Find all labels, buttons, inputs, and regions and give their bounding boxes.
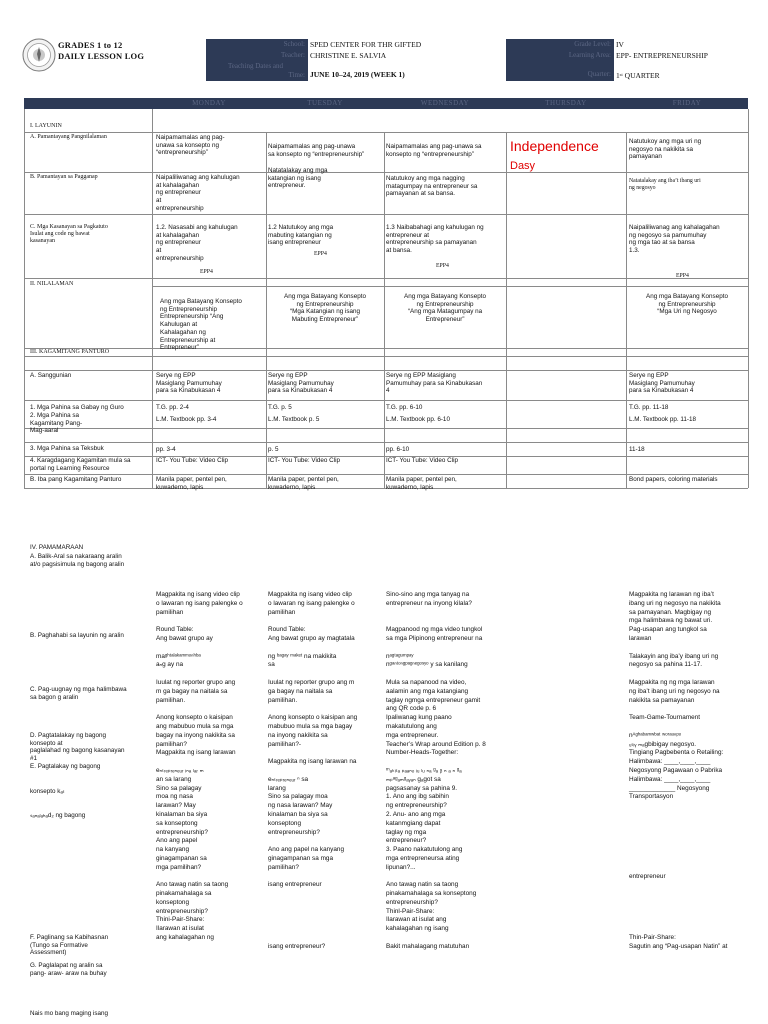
friday-kasanayan: Naipaliliwanag ang kahalagahan ng negosyo sa pamumuhay ng mga tao at sa bansa 1.3. (629, 224, 720, 255)
logo-title (58, 40, 144, 62)
day-tuesday: TUESDAY (307, 99, 343, 107)
label-pamantayan-pagganap: B. Pamantayan sa Pagganap (30, 174, 98, 180)
friday-pamantayang-pangnilalaman: Natutukoy ang mga uri ng negosyo na nakikita sa pamayanan (629, 138, 702, 161)
monday-kasanayan: 1.2. Nasasabi ang kahulugan at kahalagahan ng entrepreneur at entrepreneurship (156, 224, 238, 262)
dates-value: JUNE 10–24, 2019 (WEEK 1) (308, 61, 506, 81)
tuesday-gabay-guro: T.G. p. 5 (268, 404, 292, 411)
thursday-independence: Independence (510, 138, 599, 154)
wednesday-code: EPP4 (436, 263, 449, 269)
tuesday-kasanayan: 1.2 Natutukoy ang mga mabuting katangian ng isang entrepreneur (268, 224, 334, 247)
day-friday: FRIDAY (672, 99, 702, 107)
label-gabay-guro: 1. Mga Pahina sa Gabay ng Guro (30, 404, 124, 411)
friday-pamamaraan: Magpakita ng larawan ng iba’t ibang uri ng negosyo na nakikita sa pamayanan. Magbigay ng mga halimbawa ng bawat uri. Pag-usapan ang tungkol sa larawan Talakayin ang iba’y ibang uri ng negosyo sa pahina 11-17. Magpakita ng ng mga larawan ng iba’t ibang uri ng negosyo na nakikita sa pamayanan Team-Game-Tournament nᴬᵍʰᵃᵇᵃᵐʷᵇᵃᵗ ʷᵒʳᵃᵘⁿᵖᵒ ᵤₜᵢᵧ ₘₐgbibigay negosyo. Tingiang Pagbebenta o Retailing: Halimbawa: ____,____,____ Negosyong Pagawaan o Pabrika Halimbawa: ____,____,____ _____________ Negosyong Transportasyon entrepreneur Thin-Pair-Share: Sagutin ang “Pag-usapan Natin” at (629, 591, 728, 950)
deped-seal-icon (22, 38, 56, 72)
tuesday-pamantayang-pangnilalaman: Naipamamalas ang pag-unawa sa konsepto ng “entrepreneurship” (268, 143, 365, 158)
tuesday-iba-pang-kagamitan: Manila paper, pentel pen, kuwaderno, lapis (268, 476, 339, 491)
label-pag-uugnay: C. Pag-uugnay ng mga halimbawa sa bagon g aralin (30, 686, 127, 701)
tuesday-karagdagang-kagamitan: ICT- You Tube: Video Clip (268, 457, 340, 464)
tuesday-sanggunian: Serye ng EPP Masiglang Pamumuhay para sa Kinabukasan 4 (268, 372, 334, 395)
friday-pamantayan-pagganap: Natatalakay ang iba’t ibang uri ng negosyo (629, 178, 701, 192)
section-layunin: I. LAYUNIN (30, 123, 62, 129)
day-wednesday: WEDNESDAY (420, 99, 470, 107)
monday-gabay-guro: T.G. pp. 2-4 (156, 404, 189, 411)
tuesday-kagamitang-mag-aaral: L.M. Textbook p. 5 (268, 416, 320, 423)
monday-nilalaman: Ang mga Batayang Konsepto ng Entrepreneurship Entrepreneurship “Ang Kahulugan at Kahalagahan ng Entrepreneurship at Entrepreneur” (160, 298, 242, 352)
label-paglalapat: G. Paglalapat ng aralin sa pang- araw- araw na buhay (30, 962, 107, 977)
monday-pamamaraan: Magpakita ng isang video clip o lawaran ng isang palengke o pamilihan Round Table: Ang bawat grupo ay maᵍʰᵗᵃˡᵃᵏᵃᵐᵐᵒⁿʰᵇᵃ aₙg ay na Iuulat ng reporter grupo ang m ga bagay na naitala sa pamilihan. Anong konsepto o kaisipan ang mabubuo mula sa mga bagay na inyong nakikita sa pamilihan? Magpakita ng isang larawan eₙₜᵣₑₚᵣₑₙₑᵤᵣ ᵢₙₐ ₗₐᵣ ₘ an sa larang Sino sa palagay moa ng nasa larawan? May kinalaman ba siya sa konseptong entrepreneurship? Ano ang papel na kanyang ginagampanan sa mga pamilihan? Ano tawag natin sa taong pinakamahalaga sa konseptong entrepreneurship? Thini-Pair-Share: Ilarawan at isulat ang kahalagahan ng (156, 591, 243, 942)
wednesday-kagamitang-mag-aaral: L.M. Textbook pp. 6-10 (386, 416, 450, 423)
monday-kagamitang-mag-aaral: L.M. Textbook pp. 3-4 (156, 416, 217, 423)
wednesday-gabay-guro: T.G. pp. 6-10 (386, 404, 423, 411)
wednesday-karagdagang-kagamitan: ICT- You Tube: Video Clip (386, 457, 458, 464)
learning-area-label: Learning Area: (506, 50, 614, 62)
label-teksbuk: 3. Mga Pahina sa Teksbuk (30, 445, 104, 452)
wednesday-pamamaraan: Sino-sino ang mga tanyag na entrepreneur na inyong kilala? Magpanood ng mga video tungkol sa mga Plipinong entrepreneur na nᵃᵍᵗᵃᵍᵘᵐᵖᵃʸ nᵍᵃⁿᵗᵒⁿᵍᵖᵃᵍⁿᵉᵍᵒˢʸᵒ y sa kanilang Mula sa napanood na video, aalamin ang mga katangiang taglay ngmga entrepreneur gamit ang QR code p. 6 Ipaliwanag kung paano makatutulong ang mga entrepreneur. Teacher’s Wrap around Edition p. 8 Number-Heads-Together: ᵐₐₖᵢₜₐ ₚₐₐₙₒ ᵢᵤ ₗᵤ ₙₐ ᵍₐ ᵦ ₙ ₐ ₙ ᵍₐ ₘₚᵃᵍₐₘᵍₐᵧₐₙ gₐgot sa pagsasanay sa pahina 9. 1. Ano ang ibg sabihin ng entrepreneurship? 2. Anu- ano ang mga katanmgiang dapat taglay ng mga entrepreneur? 3. Paano nakatutulong ang mga entrepreneursa ating lipunan?... Ano tawag natin sa taong pinakamahalaga sa konseptong entrepreneurship? Thinl-Pair-Share: Ilarawan at isulat ang kahalagahan ng isang Bakit mahalagang matutuhan (386, 591, 486, 950)
quarter-value: 1ˢᵗ QUARTER (614, 61, 748, 81)
wednesday-iba-pang-kagamitan: Manila paper, pentel pen, kuwaderno, lapis (386, 476, 457, 491)
monday-code: EPP4 (200, 269, 213, 275)
section-nilalaman: II. NILALAMAN (30, 281, 74, 287)
teacher-label: Teacher: (206, 50, 308, 62)
label-paglalahad: ₛₐₙₐₗₐₕₐd₂ ng bagong (30, 812, 86, 819)
friday-kagamitang-mag-aaral: L.M. Textbook pp. 11-18 (629, 416, 696, 423)
friday-sanggunian: Serye ng EPP Masiglang Pamumuhay para sa Kinabukasan 4 (629, 372, 695, 395)
label-kagamitang-mag-aaral: 2. Mga Pahina sa Kagamitang Pang- Mag-aaral (30, 412, 83, 435)
label-paghahabi: B. Paghahabi sa layunin ng aralin (30, 632, 124, 639)
wednesday-nilalaman: Ang mga Batayang Konsepto ng Entrepreneurship “Ang mga Matagumpay na Entrepreneur” (404, 293, 486, 324)
grade-value: IV (614, 39, 748, 51)
dates-label-line1: Teaching Dates and (227, 62, 284, 70)
monday-iba-pang-kagamitan: Manila paper, pentel pen, kuwaderno, lapis (156, 476, 227, 491)
wednesday-pamantayang-pangnilalaman: Naipamamalas ang pag-unawa sa konsepto ng “entrepreneurship” (386, 143, 482, 158)
monday-sanggunian: Serye ng EPP Masiglang Pamumuhay para sa Kinabukasan 4 (156, 372, 222, 395)
dates-label (206, 61, 308, 81)
friday-code: EPP4 (676, 273, 689, 279)
label-balik-aral: A. Balik-Aral sa nakaraang aralin at/o pagsisimula ng bagong aralin (30, 553, 125, 568)
label-iba-pang-kagamitan: B. Iba pang Kagamitang Panturo (30, 476, 122, 483)
wednesday-sanggunian: Serye ng EPP Masiglang Pamumuhay para sa Kinabukasan 4 (386, 372, 483, 395)
label-kasanayan: C. Mga Kasanayan sa Pagkatuto Isulat ang code ng bawat kasanayan (30, 224, 108, 244)
tuesday-code: EPP4 (314, 251, 327, 257)
logo-line-1: GRADES 1 to 12 (58, 40, 123, 50)
school-value: SPED CENTER FOR THR GIFTED (308, 39, 506, 51)
quarter-label: Quarter: (506, 61, 614, 81)
label-nais-mo: Nais mo bang maging isang (30, 1010, 109, 1017)
dates-label-line2: Time: (288, 71, 305, 79)
friday-teksbuk: 11-18 (629, 446, 645, 453)
tuesday-nilalaman: Ang mga Batayang Konsepto ng Entrepreneurship “Mga Katangian ng isang Mabuting Entrepreneur” (284, 293, 366, 324)
wednesday-teksbuk: pp. 6-10 (386, 446, 410, 453)
monday-pamantayang-pangnilalaman: Naipamamalas ang pag- unawa sa konsepto ng “entrepreneurship” (156, 134, 225, 157)
monday-pamantayan-pagganap: Naipaliliwanag ang kahulugan at kahalagahan ng entrepreneur at entrepreneurship (156, 174, 240, 212)
label-pagtatalakay: D. Pagtatalakay ng bagong konsepto at paglalahad ng bagong kasanayan #1 E. Pagtalakay ng bagong (30, 732, 125, 770)
school-label: School: (206, 39, 308, 51)
thursday-day: Dasy (510, 160, 536, 172)
grade-label: Grade Level: (506, 39, 614, 51)
label-paglinang: F. Paglinang sa Kabihasnan (Tungo sa Formative Assessment) (30, 934, 109, 957)
learning-area-value: EPP- ENTREPRENEURSHIP (614, 50, 748, 62)
section-pamamaraan: IV. PAMAMARAAN (30, 544, 84, 551)
logo-line-2: DAILY LESSON LOG (58, 51, 145, 61)
monday-karagdagang-kagamitan: ICT- You Tube: Video Clip (156, 457, 228, 464)
tuesday-teksbuk: p. 5 (268, 446, 279, 453)
label-pamantayang-pangnilalaman: A. Pamantayang Pangnilalaman (30, 134, 107, 140)
tuesday-pamantayan-pagganap: Natatalakay ang mga katangian ng isang entrepreneur. (268, 167, 328, 190)
wednesday-kasanayan: 1.3 Naibabahagi ang kahulugan ng entrepreneur at entrepreneurship sa pamayanan at bansa. (386, 224, 484, 255)
day-thursday: THURSDAY (545, 99, 587, 107)
day-monday: MONDAY (192, 99, 226, 107)
label-konsepto-at: konsepto kₐₜ (30, 788, 65, 795)
monday-teksbuk: pp. 3-4 (156, 446, 176, 453)
section-kagamitang-panturo: III. KAGAMITANG PANTURO (30, 349, 110, 355)
tuesday-pamamaraan: Magpakita ng isang video clip o lawaran ng isang palengke o pamilihan Round Table: Ang bawat grupo ay magtatala ng ᵇᵃᵍᵃʸ ᵐᵃᵏᵉᵗ na makikita sa Iuulat ng reporter grupo ang m ga bagay na naitala sa pamilihan. Anong konsepto o kaisipan ang mabubuo mula sa mga bagay na inyong nakikita sa pamilihan?- Magpakita ng isang larawan na eₙₜᵣₑₚᵣₑₙₑᵤᵣ ⁿ sa larang Sino sa palagay moa ng nasa larawan? May kinalaman ba siya sa konseptong entrepreneurship? Ano ang papel na kanyang ginagampanan sa mga pamilihan? isang entrepreneur isang entrepreneur? (268, 591, 358, 950)
friday-nilalaman: Ang mga Batayang Konsepto ng Entrepreneurship “Mga Uri ng Negosyo (646, 293, 728, 316)
friday-iba-pang-kagamitan: Bond papers, coloring materials (629, 476, 718, 483)
label-sanggunian: A. Sanggunian (30, 372, 72, 379)
teacher-value: CHRISTINE E. SALVIA (308, 50, 506, 62)
wednesday-pamantayan-pagganap: Natutukoy ang mga nagging matagumpay na entrepreneur sa pamayanan at sa bansa. (386, 175, 478, 198)
label-karagdagang-kagamitan: 4. Karagdagang Kagamitan mula sa portal ng Learning Resource (30, 457, 131, 472)
friday-gabay-guro: T.G. pp. 11-18 (629, 404, 669, 411)
